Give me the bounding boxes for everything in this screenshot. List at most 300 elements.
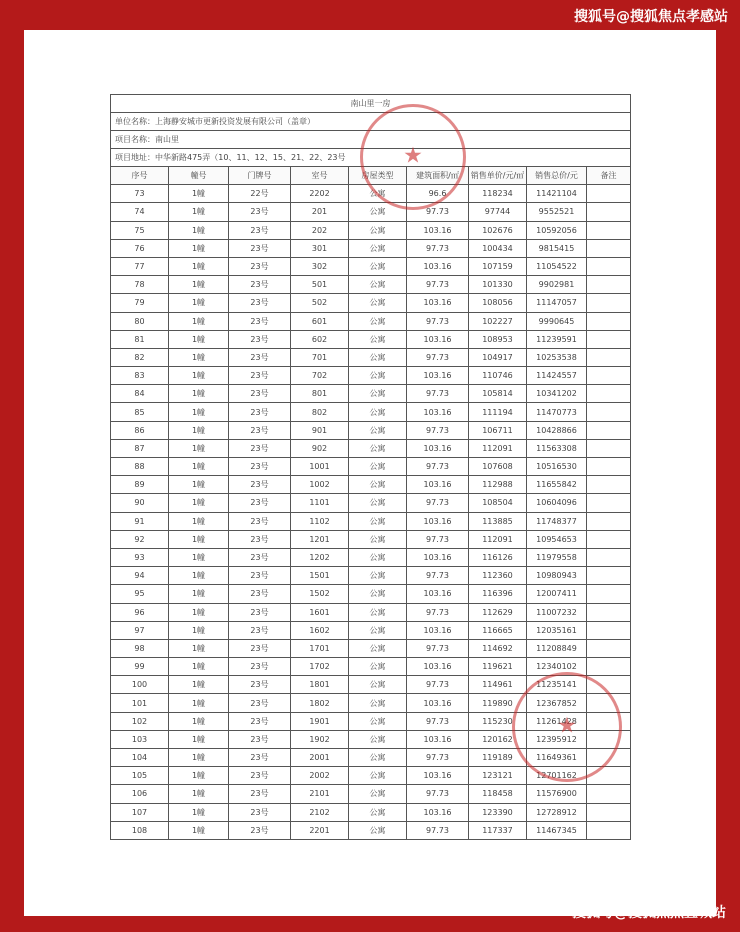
table-cell: 1501 (291, 567, 349, 585)
table-cell: 115230 (469, 712, 527, 730)
table-cell (587, 821, 631, 839)
table-cell: 74 (111, 203, 169, 221)
table-cell: 118458 (469, 785, 527, 803)
table-cell: 114692 (469, 639, 527, 657)
table-cell (587, 476, 631, 494)
table-cell: 77 (111, 257, 169, 275)
table-cell: 11563308 (527, 439, 587, 457)
table-cell: 公寓 (349, 530, 407, 548)
table-cell: 97.73 (407, 676, 469, 694)
table-cell: 1502 (291, 585, 349, 603)
table-cell (587, 439, 631, 457)
table-cell: 107 (111, 803, 169, 821)
project-name: 项目名称：南山里 (111, 131, 631, 149)
table-cell: 公寓 (349, 239, 407, 257)
table-cell: 86 (111, 421, 169, 439)
table-cell: 23号 (229, 385, 291, 403)
sheet-title: 南山里一房 (111, 95, 631, 113)
table-cell: 公寓 (349, 803, 407, 821)
table-cell: 97.73 (407, 712, 469, 730)
table-cell: 103.16 (407, 803, 469, 821)
table-cell: 501 (291, 276, 349, 294)
table-cell: 23号 (229, 421, 291, 439)
table-cell: 103.16 (407, 658, 469, 676)
table-cell: 105814 (469, 385, 527, 403)
table-cell: 112091 (469, 439, 527, 457)
col-header: 幢号 (169, 167, 229, 185)
table-row (111, 548, 631, 566)
table-cell: 76 (111, 239, 169, 257)
table-cell: 1802 (291, 694, 349, 712)
table-row (111, 203, 631, 221)
table-cell: 11421104 (527, 185, 587, 203)
table-cell: 97.73 (407, 348, 469, 366)
table-cell: 2202 (291, 185, 349, 203)
table-cell: 901 (291, 421, 349, 439)
table-cell: 97.73 (407, 458, 469, 476)
document-page (24, 30, 716, 916)
table-cell: 1幢 (169, 276, 229, 294)
table-cell: 97.73 (407, 785, 469, 803)
table-cell: 2001 (291, 749, 349, 767)
table-cell: 84 (111, 385, 169, 403)
table-row (111, 458, 631, 476)
table-cell: 1幢 (169, 530, 229, 548)
table-cell: 502 (291, 294, 349, 312)
table-cell: 公寓 (349, 548, 407, 566)
table-cell: 97.73 (407, 494, 469, 512)
table-cell: 1801 (291, 676, 349, 694)
table-cell: 23号 (229, 439, 291, 457)
table-cell: 95 (111, 585, 169, 603)
table-cell (587, 330, 631, 348)
table-cell: 23号 (229, 239, 291, 257)
table-cell: 2102 (291, 803, 349, 821)
table-cell: 公寓 (349, 276, 407, 294)
table-cell: 10604096 (527, 494, 587, 512)
table-cell: 23号 (229, 403, 291, 421)
table-cell: 23号 (229, 821, 291, 839)
table-cell: 97.73 (407, 603, 469, 621)
table-cell: 97.73 (407, 239, 469, 257)
table-cell: 公寓 (349, 639, 407, 657)
table-cell: 1幢 (169, 821, 229, 839)
table-cell: 1202 (291, 548, 349, 566)
table-row (111, 312, 631, 330)
table-row (111, 276, 631, 294)
table-row (111, 476, 631, 494)
table-cell: 123121 (469, 767, 527, 785)
col-header: 销售总价/元 (527, 167, 587, 185)
table-cell: 23号 (229, 458, 291, 476)
table-cell: 97.73 (407, 276, 469, 294)
table-cell: 23号 (229, 294, 291, 312)
table-cell: 107608 (469, 458, 527, 476)
table-cell: 97.73 (407, 567, 469, 585)
table-cell: 公寓 (349, 785, 407, 803)
table-cell: 23号 (229, 785, 291, 803)
table-cell: 23号 (229, 367, 291, 385)
table-cell: 23号 (229, 530, 291, 548)
table-cell: 10341202 (527, 385, 587, 403)
col-header: 室号 (291, 167, 349, 185)
table-cell: 11007232 (527, 603, 587, 621)
table-cell (587, 621, 631, 639)
table-row (111, 639, 631, 657)
table-cell: 公寓 (349, 512, 407, 530)
table-cell: 103.16 (407, 476, 469, 494)
table-cell: 103.16 (407, 221, 469, 239)
table-cell (587, 458, 631, 476)
table-cell: 公寓 (349, 257, 407, 275)
table-cell: 107159 (469, 257, 527, 275)
table-cell: 702 (291, 367, 349, 385)
table-cell: 1幢 (169, 785, 229, 803)
table-cell: 公寓 (349, 494, 407, 512)
table-cell: 106 (111, 785, 169, 803)
table-cell: 23号 (229, 676, 291, 694)
table-cell: 11576900 (527, 785, 587, 803)
table-cell: 119189 (469, 749, 527, 767)
table-cell (587, 367, 631, 385)
table-cell: 112988 (469, 476, 527, 494)
table-cell: 1幢 (169, 658, 229, 676)
table-cell: 97 (111, 621, 169, 639)
table-cell: 23号 (229, 203, 291, 221)
table-cell: 公寓 (349, 712, 407, 730)
table-cell: 82 (111, 348, 169, 366)
table-cell: 公寓 (349, 476, 407, 494)
table-cell: 1幢 (169, 421, 229, 439)
table-cell: 1902 (291, 730, 349, 748)
table-cell: 2201 (291, 821, 349, 839)
table-row (111, 567, 631, 585)
table-cell: 112091 (469, 530, 527, 548)
table-row (111, 421, 631, 439)
table-cell: 103.16 (407, 439, 469, 457)
table-cell: 23号 (229, 512, 291, 530)
table-cell (587, 312, 631, 330)
table-cell (587, 403, 631, 421)
table-cell: 91 (111, 512, 169, 530)
table-cell: 11208849 (527, 639, 587, 657)
table-cell: 97.73 (407, 421, 469, 439)
table-cell: 103.16 (407, 767, 469, 785)
table-cell: 102 (111, 712, 169, 730)
table-cell: 9552521 (527, 203, 587, 221)
table-row (111, 439, 631, 457)
table-cell: 公寓 (349, 421, 407, 439)
table-row (111, 385, 631, 403)
table-cell: 802 (291, 403, 349, 421)
table-cell: 23号 (229, 348, 291, 366)
table-cell: 1幢 (169, 639, 229, 657)
table-cell: 87 (111, 439, 169, 457)
table-cell: 10516530 (527, 458, 587, 476)
table-cell: 97.73 (407, 312, 469, 330)
table-cell: 11467345 (527, 821, 587, 839)
table-cell: 1幢 (169, 730, 229, 748)
table-cell: 11655842 (527, 476, 587, 494)
table-cell: 2101 (291, 785, 349, 803)
table-cell: 12367852 (527, 694, 587, 712)
table-cell: 103.16 (407, 403, 469, 421)
table-cell (587, 385, 631, 403)
table-cell: 116665 (469, 621, 527, 639)
table-cell: 1幢 (169, 548, 229, 566)
col-header: 建筑面积/㎡ (407, 167, 469, 185)
table-cell: 103.16 (407, 694, 469, 712)
table-cell: 103.16 (407, 548, 469, 566)
table-cell: 公寓 (349, 767, 407, 785)
table-cell: 23号 (229, 767, 291, 785)
table-cell: 97.73 (407, 749, 469, 767)
table-cell: 108056 (469, 294, 527, 312)
table-cell: 116126 (469, 548, 527, 566)
table-cell: 公寓 (349, 367, 407, 385)
table-cell: 11235141 (527, 676, 587, 694)
table-cell: 公寓 (349, 821, 407, 839)
table-cell: 1002 (291, 476, 349, 494)
col-header: 门牌号 (229, 167, 291, 185)
table-cell (587, 239, 631, 257)
table-cell: 108953 (469, 330, 527, 348)
table-cell: 117337 (469, 821, 527, 839)
table-cell: 1幢 (169, 476, 229, 494)
table-cell: 81 (111, 330, 169, 348)
table-cell: 1幢 (169, 294, 229, 312)
table-cell: 97.73 (407, 385, 469, 403)
table-cell: 11054522 (527, 257, 587, 275)
table-cell: 23号 (229, 567, 291, 585)
table-cell: 94 (111, 567, 169, 585)
table-cell: 108 (111, 821, 169, 839)
table-cell: 10428866 (527, 421, 587, 439)
table-cell: 602 (291, 330, 349, 348)
table-row (111, 785, 631, 803)
table-cell: 123390 (469, 803, 527, 821)
table-cell: 10954653 (527, 530, 587, 548)
table-cell: 12035161 (527, 621, 587, 639)
table-cell: 23号 (229, 276, 291, 294)
table-cell: 1幢 (169, 257, 229, 275)
table-cell: 100 (111, 676, 169, 694)
table-cell: 1幢 (169, 749, 229, 767)
table-cell: 23号 (229, 330, 291, 348)
table-cell (587, 785, 631, 803)
table-cell (587, 494, 631, 512)
table-cell: 73 (111, 185, 169, 203)
col-header: 销售单价/元/㎡ (469, 167, 527, 185)
table-cell: 112629 (469, 603, 527, 621)
table-cell: 23号 (229, 257, 291, 275)
table-cell: 10253538 (527, 348, 587, 366)
table-cell: 103.16 (407, 257, 469, 275)
table-cell: 公寓 (349, 439, 407, 457)
table-cell: 11979558 (527, 548, 587, 566)
table-cell: 公寓 (349, 312, 407, 330)
table-cell: 78 (111, 276, 169, 294)
table-cell: 公寓 (349, 694, 407, 712)
table-cell (587, 603, 631, 621)
table-cell: 11470773 (527, 403, 587, 421)
table-cell: 1幢 (169, 367, 229, 385)
table-cell: 103.16 (407, 330, 469, 348)
table-cell (587, 548, 631, 566)
table-row (111, 330, 631, 348)
table-cell: 23号 (229, 749, 291, 767)
table-cell: 1幢 (169, 330, 229, 348)
table-cell: 96.6 (407, 185, 469, 203)
table-cell: 公寓 (349, 585, 407, 603)
table-cell: 公寓 (349, 730, 407, 748)
table-cell (587, 421, 631, 439)
table-cell: 302 (291, 257, 349, 275)
table-cell (587, 658, 631, 676)
table-row (111, 221, 631, 239)
table-cell: 11261428 (527, 712, 587, 730)
table-cell (587, 276, 631, 294)
table-cell: 1602 (291, 621, 349, 639)
table-cell: 108504 (469, 494, 527, 512)
table-cell: 96 (111, 603, 169, 621)
table-cell: 22号 (229, 185, 291, 203)
table-cell: 99 (111, 658, 169, 676)
table-cell: 11239591 (527, 330, 587, 348)
table-cell (587, 803, 631, 821)
price-sheet (110, 94, 630, 840)
table-cell: 公寓 (349, 330, 407, 348)
col-header: 备注 (587, 167, 631, 185)
table-cell: 1601 (291, 603, 349, 621)
table-cell: 12007411 (527, 585, 587, 603)
table-cell: 97.73 (407, 821, 469, 839)
table-cell (587, 185, 631, 203)
table-cell: 12340102 (527, 658, 587, 676)
table-cell: 201 (291, 203, 349, 221)
table-cell: 23号 (229, 639, 291, 657)
table-cell: 23号 (229, 548, 291, 566)
unit-name: 单位名称：上海静安城市更新投资发展有限公司（盖章） (111, 113, 631, 131)
table-cell: 100434 (469, 239, 527, 257)
table-cell: 1101 (291, 494, 349, 512)
table-cell: 公寓 (349, 658, 407, 676)
table-cell: 1001 (291, 458, 349, 476)
col-header: 序号 (111, 167, 169, 185)
table-cell: 116396 (469, 585, 527, 603)
table-cell: 1幢 (169, 603, 229, 621)
table-row (111, 585, 631, 603)
table-cell: 23号 (229, 476, 291, 494)
table-cell: 23号 (229, 312, 291, 330)
table-cell: 103 (111, 730, 169, 748)
table-cell: 90 (111, 494, 169, 512)
table-cell: 公寓 (349, 203, 407, 221)
table-row (111, 367, 631, 385)
table-cell: 701 (291, 348, 349, 366)
table-cell: 1幢 (169, 767, 229, 785)
table-row (111, 294, 631, 312)
table-cell: 23号 (229, 585, 291, 603)
table-cell: 1幢 (169, 676, 229, 694)
table-cell: 103.16 (407, 367, 469, 385)
table-cell: 公寓 (349, 385, 407, 403)
table-cell: 11649361 (527, 749, 587, 767)
table-cell: 118234 (469, 185, 527, 203)
table-cell (587, 221, 631, 239)
table-cell: 88 (111, 458, 169, 476)
table-cell: 2002 (291, 767, 349, 785)
table-cell: 202 (291, 221, 349, 239)
table-cell: 23号 (229, 730, 291, 748)
table-cell: 112360 (469, 567, 527, 585)
table-cell: 公寓 (349, 294, 407, 312)
table-cell: 102227 (469, 312, 527, 330)
table-cell: 1幢 (169, 494, 229, 512)
table-cell: 1幢 (169, 567, 229, 585)
table-cell: 80 (111, 312, 169, 330)
table-cell: 公寓 (349, 221, 407, 239)
table-cell: 1幢 (169, 458, 229, 476)
table-cell: 102676 (469, 221, 527, 239)
table-cell: 1幢 (169, 712, 229, 730)
table-cell: 23号 (229, 658, 291, 676)
table-cell: 公寓 (349, 185, 407, 203)
table-cell: 101330 (469, 276, 527, 294)
col-header: 房屋类型 (349, 167, 407, 185)
table-cell: 10592056 (527, 221, 587, 239)
table-cell: 1701 (291, 639, 349, 657)
table-cell: 公寓 (349, 676, 407, 694)
table-cell: 85 (111, 403, 169, 421)
table-cell: 1幢 (169, 803, 229, 821)
table-cell: 97.73 (407, 203, 469, 221)
table-cell: 9815415 (527, 239, 587, 257)
table-row (111, 821, 631, 839)
table-cell: 1901 (291, 712, 349, 730)
table-cell: 98 (111, 639, 169, 657)
table-cell: 93 (111, 548, 169, 566)
table-cell (587, 348, 631, 366)
table-cell: 1201 (291, 530, 349, 548)
table-cell: 110746 (469, 367, 527, 385)
table-cell: 1702 (291, 658, 349, 676)
table-cell: 103.16 (407, 512, 469, 530)
table-cell: 公寓 (349, 603, 407, 621)
table-cell: 12728912 (527, 803, 587, 821)
table-cell: 23号 (229, 712, 291, 730)
table-row (111, 239, 631, 257)
table-cell: 1幢 (169, 385, 229, 403)
watermark-top: 搜狐号@搜狐焦点孝感站 (574, 9, 728, 25)
table-cell: 公寓 (349, 621, 407, 639)
table-cell (587, 567, 631, 585)
table-cell: 101 (111, 694, 169, 712)
table-cell: 1102 (291, 512, 349, 530)
table-cell: 301 (291, 239, 349, 257)
table-cell: 105 (111, 767, 169, 785)
table-cell: 111194 (469, 403, 527, 421)
table-cell (587, 639, 631, 657)
table-cell: 1幢 (169, 403, 229, 421)
table-cell: 97744 (469, 203, 527, 221)
table-row (111, 803, 631, 821)
table-cell: 9990645 (527, 312, 587, 330)
table-row (111, 512, 631, 530)
table-cell: 1幢 (169, 185, 229, 203)
table-row (111, 257, 631, 275)
table-cell: 公寓 (349, 403, 407, 421)
